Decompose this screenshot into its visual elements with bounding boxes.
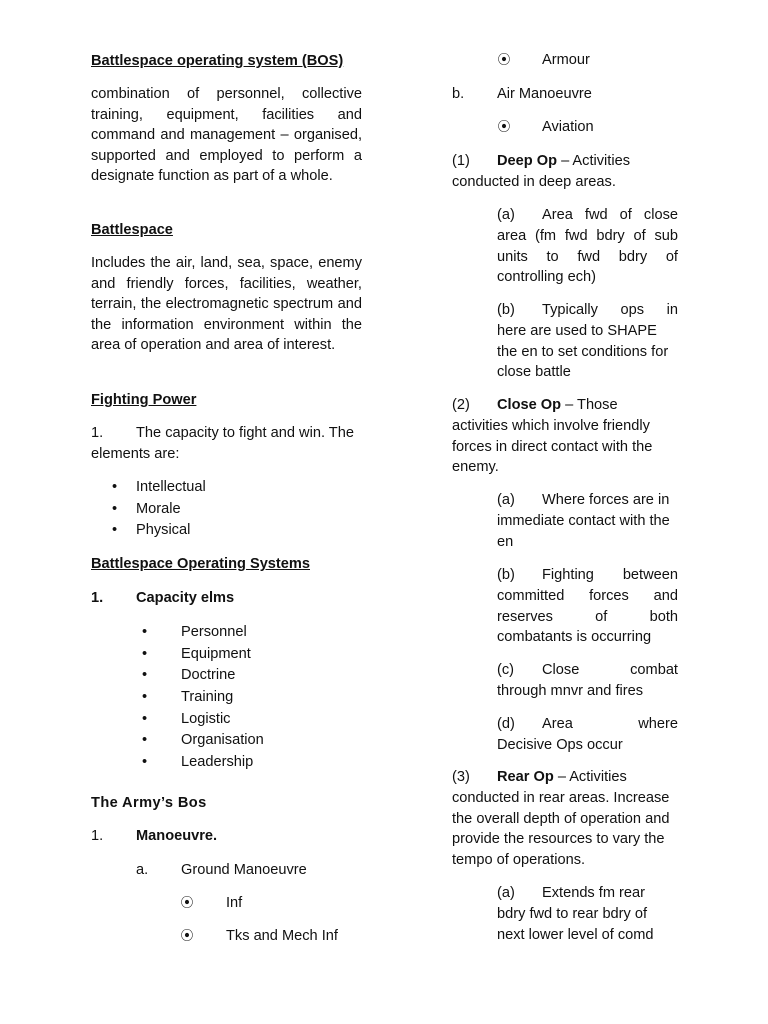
fp-number: 1. [91,425,104,441]
capacity-elms-heading: 1. Capacity elms [91,590,235,606]
list-item: • Leadership [142,754,254,771]
bos-systems-heading: Battlespace Operating Systems [91,556,310,572]
close-op-item-a: (a) Where forces are in immediate contact with the en [497,492,670,550]
radio-bullet-icon: ⦿ [497,119,511,134]
list-item: • Equipment [142,645,251,662]
list-item: • Personnel [142,624,247,640]
close-op-item-c: (c) Close combat through mnvr and fires [497,662,678,699]
list-item: ⦿ Inf [91,893,362,914]
fp-line1: The capacity to fight and win. The [136,425,354,441]
close-op-item-d: (d) Area where Decisive Ops occur [497,716,678,753]
list-item: ⦿ Armour [452,50,678,71]
radio-bullet-icon: ⦿ [180,895,194,910]
list-item: ⦿ Tks and Mech Inf [91,926,362,947]
list-item: • Intellectual [112,479,206,495]
close-op-item-b: (b) Fighting between committed forces and reserves of both combatants is occurring [497,567,678,646]
list-item: • Organisation [142,732,264,749]
deep-op-item-b: (b) Typically ops in here are used to SHAPE the en to set conditions for close battle [497,302,678,381]
radio-bullet-icon: ⦿ [180,928,194,943]
armys-bos-heading: The Army’s Bos [91,795,207,811]
deep-op-title: Deep Op [497,153,558,169]
list-item: ⦿ Aviation [452,117,678,138]
list-item: • Doctrine [142,667,236,684]
list-item: • Physical [112,522,191,539]
deep-op-paragraph: (1) Deep Op – Activities conducted in deep areas. [452,153,631,190]
list-item: • Morale [112,500,181,517]
battlespace-definition: Includes the air, land, sea, space, enemy and friendly forces, facilities, weather, terrain, the electromagnetic spectrum and the information environment within the area of operation and area of interest. [91,255,362,354]
battlespace-heading: Battlespace [91,222,173,238]
fighting-power-heading: Fighting Power [91,392,197,408]
ground-manoeuvre-heading: a. Ground Manoeuvre [136,862,307,878]
list-item: • Logistic [142,710,231,727]
rear-op-item-a: (a) Extends fm rear bdry fwd to rear bdry of next lower level of comd [497,885,654,943]
close-op-paragraph: (2) Close Op – Those activities which involve friendly forces in direct contact with the enemy. [452,397,653,476]
list-item: • Training [142,689,234,706]
close-op-title: Close Op [497,397,562,413]
capacity-elms-list [91,622,362,774]
bos-heading: Battlespace operating system (BOS) [91,53,344,69]
rear-op-paragraph: (3) Rear Op – Activities conducted in rear areas. Increase the overall depth of operation and provide the resources to vary the tempo of operations. [452,769,670,868]
bos-definition: combination of personnel, collective training, equipment, facilities and command and management – organised, supported and employed to perform a designate function as part of a whole. [91,86,362,185]
radio-bullet-icon: ⦿ [497,52,511,67]
rear-op-title: Rear Op [497,769,554,785]
fp-line2: elements are: [91,446,180,462]
deep-op-item-a: (a) Area fwd of close area (fm fwd bdry of sub units to fwd bdry of controlling ech) [497,207,678,286]
fighting-power-paragraph [91,423,362,465]
fighting-power-elements [91,477,362,542]
air-manoeuvre-heading: b. Air Manoeuvre [452,86,592,102]
manoeuvre-heading: 1. Manoeuvre. [91,828,218,844]
